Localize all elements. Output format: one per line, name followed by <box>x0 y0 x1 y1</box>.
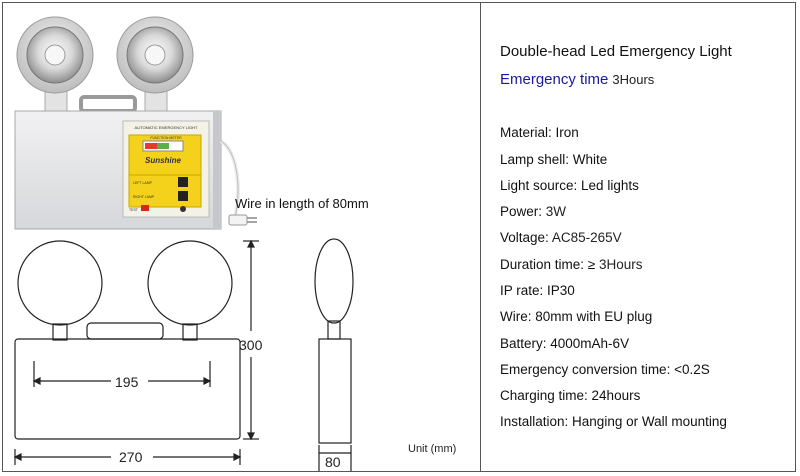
spec-row <box>500 414 727 429</box>
right-lamp-head <box>117 17 193 93</box>
specifications-panel <box>481 3 795 471</box>
spec-label: Lamp shell: White <box>500 152 608 167</box>
spec-label: Emergency conversion time: <0.2S <box>500 362 710 377</box>
wire-length-caption: Wire in length of 80mm <box>235 196 369 211</box>
unit-label: Unit (mm) <box>408 443 457 455</box>
spec-row <box>500 204 566 219</box>
spec-row <box>500 283 575 298</box>
panel-right-lamp: RIGHT LAMP <box>133 195 155 199</box>
emergency-time-row <box>500 71 654 89</box>
spec-value: 3Hours <box>598 257 643 272</box>
spec-row <box>500 388 640 403</box>
panel-heading: AUTOMATIC EMERGENCY LIGHT <box>134 125 198 130</box>
product-visuals <box>3 3 479 471</box>
product-title: Double-head Led Emergency Light <box>500 43 732 60</box>
spec-label: Installation: Hanging or Wall mounting <box>500 414 727 429</box>
front-view-drawing <box>15 241 259 465</box>
spec-row <box>500 230 622 245</box>
spec-label: IP rate: IP30 <box>500 283 575 298</box>
spec-label: Light source: Led lights <box>500 178 639 193</box>
spec-row <box>500 152 607 167</box>
product-photo <box>15 17 257 229</box>
dimension-width: 270 <box>119 449 143 465</box>
dimension-height: 300 <box>239 337 263 353</box>
spec-row <box>500 125 579 140</box>
emergency-time-value: 3Hours <box>612 72 655 87</box>
spec-row <box>500 178 639 193</box>
spec-value: 3W <box>545 204 567 219</box>
panel-left-lamp: LEFT LAMP <box>133 181 152 185</box>
spec-row <box>500 336 629 351</box>
spec-label: Battery: 4000mAh-6V <box>500 336 630 351</box>
side-view-drawing <box>315 239 353 471</box>
dimension-inner-width: 195 <box>115 374 139 390</box>
spec-row <box>500 309 652 324</box>
panel-function: FUNCTION METER <box>150 136 182 140</box>
spec-value: AC85-265V <box>551 230 622 245</box>
panel-test: TEST <box>129 208 138 212</box>
spec-label: Wire: 80mm with EU plug <box>500 309 653 324</box>
spec-label: Voltage: <box>500 230 549 245</box>
emergency-time-label: Emergency time <box>500 71 609 88</box>
dimension-depth: 80 <box>325 454 341 470</box>
spec-row <box>500 362 710 377</box>
spec-label: Power: <box>500 204 543 219</box>
spec-row <box>500 257 643 272</box>
spec-label: Duration time: ≥ <box>500 257 596 272</box>
left-lamp-head <box>17 17 93 93</box>
panel-brand: Sunshine <box>144 156 182 165</box>
product-illustration <box>3 3 479 471</box>
spec-label: Material: Iron <box>500 125 579 140</box>
spec-label: Charging time: 24hours <box>500 388 641 403</box>
